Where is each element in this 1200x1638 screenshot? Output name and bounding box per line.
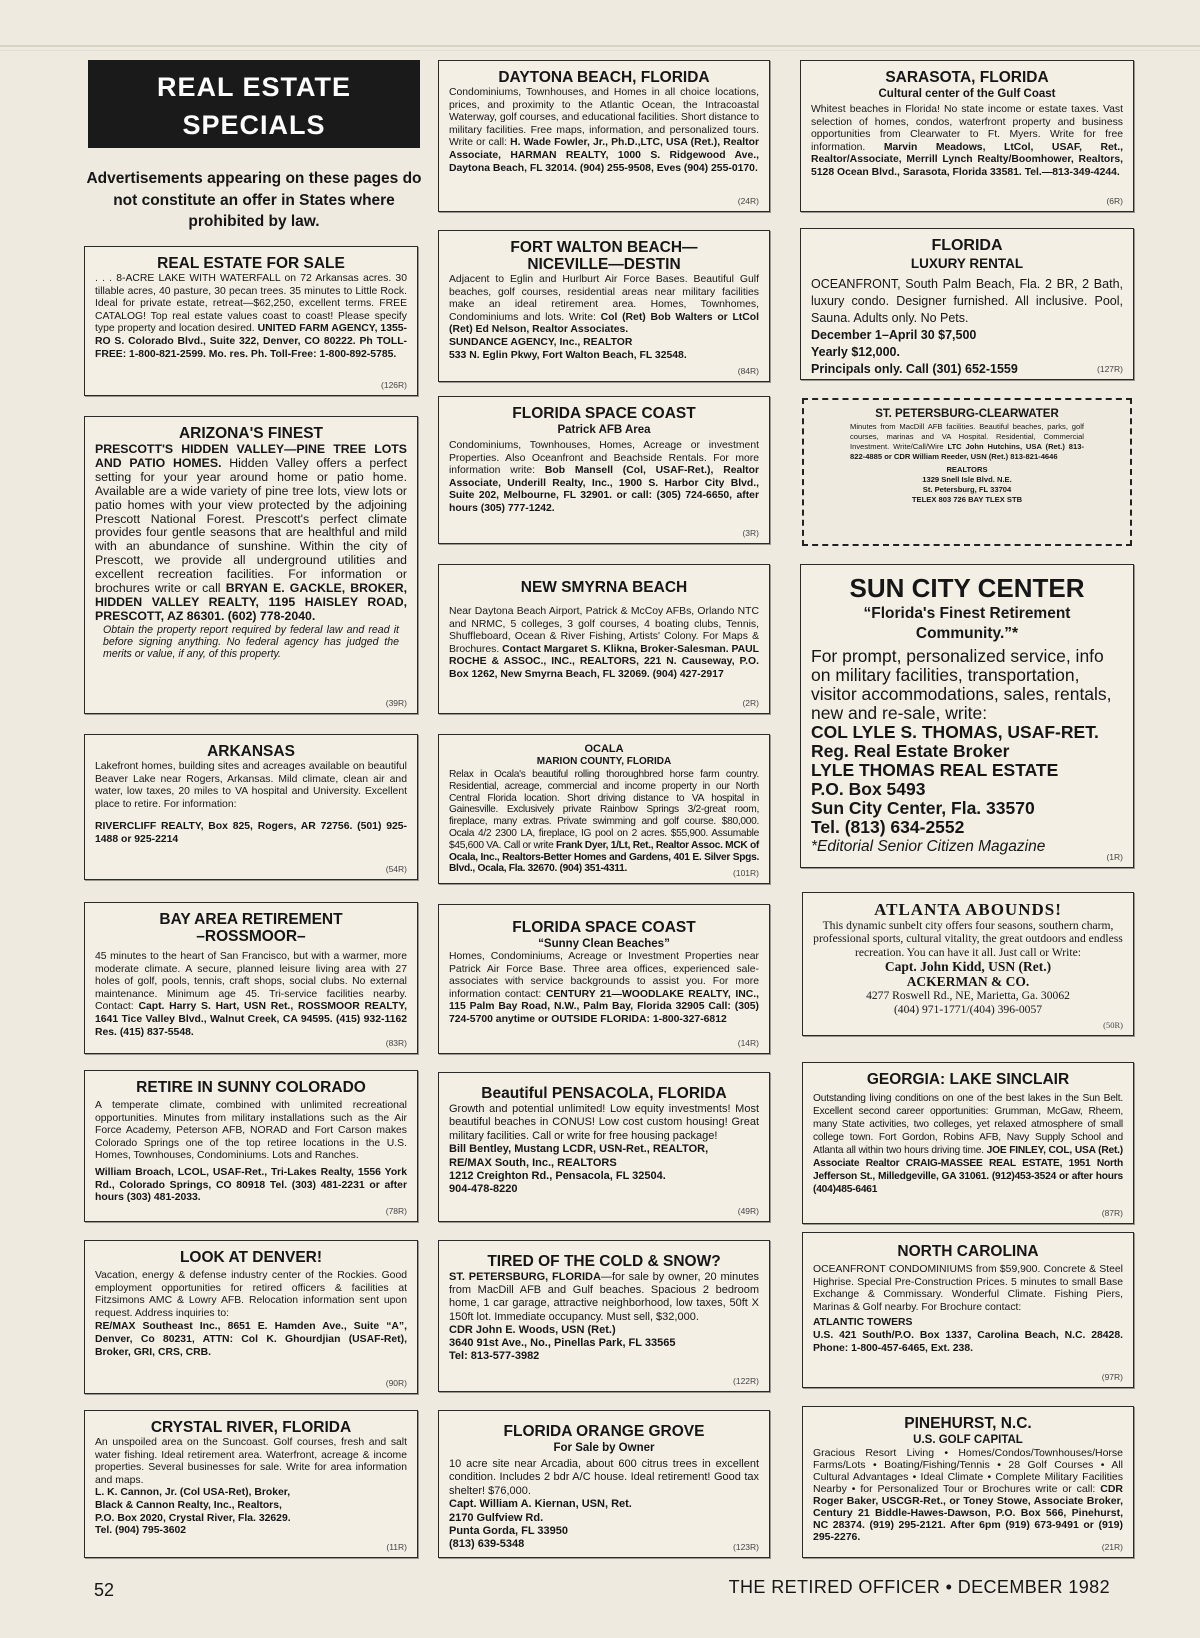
ad-contact: CENTURY 21—WOODLAKE REALTY, INC., 115 Palm Bay Road, N.W., Palm Bay, Florida 32905 Call: (305) 724-5700 anytime or OUTSIDE FLORIDA: 1-800-327-6812 — [449, 988, 760, 1025]
ad-text: Growth and potential unlimited! Low equity investments! Most beautiful beaches in CONUS! Low cost custom housing! Great military facilities. Call or write for free housing package! — [449, 1103, 759, 1142]
ad-body — [95, 1437, 407, 1538]
ad-text: Gracious Resort Living • Homes/Condos/Townhouses/Horse Farms/Lots • Boating/Fishing/Tennis • 28 Golf Courses • All Cultural Advantages • Ideal Climate • Complete Military Facilities Nearby • for Personalized Tour or Brochures write or call: — [813, 1447, 1123, 1495]
ad-title: BAY AREA RETIREMENT –ROSSMOOR– — [159, 911, 343, 945]
ad-code: (24R) — [737, 196, 759, 206]
ad-contact: RE/MAX Southeast Inc., 8651 E. Hamden Ave., Suite “A”, Denver, Co 80231, ATTN: Col K. Ghourdjian (USAF-Ret), Broker, GRI, CRS, CRB. — [95, 1321, 407, 1358]
ad-title: SUN CITY CENTER — [849, 573, 1085, 603]
ad-text: For prompt, personalized service, info on military facilities, transportation, visitor accommodations, sales, rentals, new and re-sale, write: — [811, 646, 1112, 723]
ad-beautiful-pensacola — [438, 1072, 770, 1222]
ad-code: (83R) — [385, 1038, 407, 1048]
ad-text: A temperate climate, combined with unlimited recreational opportunities. Minutes from military installations such as the Air Force Academy, Peterson AFB, NORAD and Fort Carson makes Colorado Springs one of the top retiree locations in the U.S. Homes, Townhouses, Condominiums. Lots and Ranches. — [95, 1100, 407, 1162]
ad-title: ARKANSAS — [207, 743, 295, 760]
ad-footnote: *Editorial Senior Citizen Magazine — [811, 838, 1046, 855]
ad-code: (21R) — [1101, 1542, 1123, 1552]
ad-text: Condominiums, Townhouses, and Homes in all choice locations, prices, and proximity to the Atlantic Ocean, the Intracoastal Waterway, golf courses, and educational facilities. Short distance to military facilities. Free maps, information, and personalized tours. Write or call: — [449, 87, 759, 149]
ad-title: SARASOTA, FLORIDA — [885, 69, 1049, 86]
ad-real-estate-for-sale — [84, 246, 418, 396]
ad-contact: Col (Ret) Bob Walters or LtCol (Ret) Ed Nelson, Realtor Associates. — [449, 311, 759, 336]
ad-code: (39R) — [385, 698, 407, 708]
ad-body — [449, 769, 759, 875]
ad-code: (6R) — [1106, 196, 1123, 206]
ad-subtitle: MARION COUNTY, FLORIDA — [536, 756, 672, 767]
ad-text: Condominiums, Townhouses, Homes, Acreage or investment Properties. Also Oceanfront and Beachside Rentals. For more information write: — [449, 440, 759, 477]
ad-contact-line: U.S. 421 South/P.O. Box 1337, Carolina Beach, N.C. 28428. Phone: 1-800-457-6465, Ext. 238. — [813, 1329, 1123, 1354]
ad-contact-line: L. K. Cannon, Jr. (Col USA-Ret), Broker, — [95, 1487, 291, 1499]
ad-contact: UNITED FARM AGENCY, 1355-RO S. Colorado Blvd., Suite 322, Denver, CO 80222. Ph TOLL-FREE: 1-800-821-2599. Mo. res. Ph. Toll-Free: 1-800-892-5785. — [95, 323, 407, 360]
ad-contact-line: RE/MAX South, Inc., REALTORS — [449, 1156, 617, 1169]
ad-contact: H. Wade Fowler, Jr., Ph.D.,LTC, USA (Ret.), Realtor Associate, HARMAN REALTY, 1000 S. Ridgewood Ave., Daytona Beach, FL 32014. (904) 255-9508, Eves (904) 255-0170. — [449, 137, 759, 174]
ad-contact-line: 904-478-8220 — [449, 1183, 518, 1196]
ad-body — [95, 1100, 407, 1205]
ad-contact-line: Punta Gorda, FL 33950 — [449, 1525, 569, 1538]
ad-atlanta-abounds — [802, 892, 1134, 1036]
ad-subtitle: U.S. GOLF CAPITAL — [913, 1434, 1023, 1446]
ad-body — [449, 440, 759, 516]
ad-code: (84R) — [737, 366, 759, 376]
ad-retire-in-sunny-colorado — [84, 1070, 418, 1222]
ad-title: FORT WALTON BEACH— NICEVILLE—DESTIN — [510, 239, 698, 273]
ad-code: (54R) — [385, 864, 407, 874]
ad-title: PINEHURST, N.C. — [904, 1415, 1032, 1432]
ad-contact-line: 4277 Roswell Rd., NE, Marietta, Ga. 30062 — [866, 989, 1070, 1003]
ad-pinehurst — [802, 1406, 1134, 1558]
ad-contact-line: LYLE THOMAS REAL ESTATE — [811, 760, 1059, 780]
ad-contact-name: Capt. John Kidd, USN (Ret.) — [884, 959, 1052, 975]
ad-tired-of-the-cold — [438, 1240, 770, 1392]
ad-lead: ST. PETERSBURG, FLORIDA — [449, 1271, 601, 1283]
ad-code: (14R) — [737, 1038, 759, 1048]
ad-contact-line: Tel. (813) 634-2552 — [811, 817, 965, 837]
section-title-line1: REAL ESTATE — [156, 72, 351, 102]
ad-code: (78R) — [385, 1206, 407, 1216]
ad-code: (3R) — [742, 528, 759, 538]
ad-title: FLORIDA SPACE COAST — [512, 405, 696, 422]
ad-legal-note: Obtain the property report required by federal law and read it before signing anything. No federal agency has judged the merits or value, if any, of this property. — [103, 623, 399, 660]
ad-body — [813, 919, 1123, 1016]
ad-title: GEORGIA: LAKE SINCLAIR — [866, 1071, 1070, 1088]
ad-price-yearly: Yearly $12,000. — [811, 345, 900, 359]
ad-price-winter: December 1–April 30 $7,500 — [811, 328, 977, 342]
ad-contact: JOE FINLEY, COL, USA (Ret.) Associate Realtor CRAIG-MASSEE REAL ESTATE, 1951 North Jefferson St., Milledgeville, GA 31061. (912)453-3524 or after hours (404)485-6461 — [813, 1145, 1123, 1195]
ad-body — [95, 273, 407, 361]
ad-arizonas-finest — [84, 416, 418, 714]
ad-code: (101R) — [733, 868, 759, 878]
ad-contact: Marvin Meadows, LtCol, USAF, Ret., Realtor/Associate, Merrill Lynch Realty/Boomhower, Realtors, 5128 Ocean Blvd., Sarasota, Florida 33581. Tel.—813-349-4244. — [811, 141, 1123, 178]
ad-body — [449, 274, 759, 362]
ad-text: This dynamic sunbelt city offers four seasons, southern charm, professional sports, cultural vitality, the great outdoors and endless recreation. You can have it all. Just call or Write: — [813, 919, 1123, 959]
ad-text: Near Daytona Beach Airport, Patrick & McCoy AFBs, Orlando NTC and NRMC, 5 colleges, 3 golf courses, 4 boating clubs, Tennis, Shuffleboard, Ocean & River Fishing, Artists' Colony. For Maps & Brochures. — [449, 606, 759, 655]
ad-text: An unspoiled area on the Suncoast. Golf courses, fresh and salt water fishing. Ideal retirement area. Waterfront, acreage & income properties. Several businesses for sale. Write for area information and maps. — [95, 1437, 407, 1486]
ad-contact-line: St. Petersburg, FL 33704 — [922, 485, 1012, 494]
ad-text: 10 acre site near Arcadia, about 600 citrus trees in excellent condition. Includes 2 bdr A/C house. Ideal retirement! Good tax shelter! $76,000. — [449, 1458, 759, 1497]
ad-body — [449, 1271, 759, 1363]
ad-body — [813, 1447, 1123, 1543]
ad-text: Lakefront homes, building sites and acreages available on beautiful Beaver Lake near Rogers, Arkansas. Mild climate, clean air and water, low taxes, 20 miles to VA hospital and University. Excellent place to retire. For information: — [95, 761, 407, 810]
ad-title: OCALA — [584, 743, 624, 755]
ad-st-petersburg-clearwater — [802, 398, 1132, 546]
ad-text: . . . 8-ACRE LAKE WITH WATERFALL on 72 Arkansas acres. 30 tillable acres, 40 pasture, 30 pecan trees. 35 minutes to Little Rock. Ideal for private estate, retreat—$62,250, excellent terms. FREE CATALOG! Top real estate values coast to coast! Please specify type property and location desired. — [95, 273, 407, 335]
ad-contact-line: COL LYLE S. THOMAS, USAF-RET. — [811, 722, 1099, 742]
ad-contact-line: SUNDANCE AGENCY, Inc., REALTOR — [449, 336, 633, 348]
ad-body — [814, 422, 1120, 505]
ad-contact-line: P.O. Box 5493 — [811, 779, 926, 799]
ad-text: Outstanding living conditions on one of the best lakes in the Sun Belt. Excellent second career opportunities: Grumman, McGaw, Rheem, many State activities, two colleges, yet relaxed atmosphere of small college town. Fort Gordon, Robins AFB, Navy Supply School and Atlanta all within two hours driving time. — [813, 1093, 1123, 1156]
ad-title: Beautiful PENSACOLA, FLORIDA — [481, 1085, 727, 1102]
ad-contact-line: ATLANTIC TOWERS — [813, 1317, 913, 1329]
ad-title: RETIRE IN SUNNY COLORADO — [136, 1079, 366, 1096]
ad-daytona-beach — [438, 60, 770, 212]
ad-subtitle: Patrick AFB Area — [557, 424, 651, 436]
ad-contact-line: 2170 Gulfview Rd. — [449, 1511, 544, 1524]
ad-contact-line: CDR John E. Woods, USN (Ret.) — [449, 1323, 616, 1336]
ad-contact-line: Sun City Center, Fla. 33570 — [811, 798, 1035, 818]
ad-subtitle: Cultural center of the Gulf Coast — [878, 88, 1056, 100]
ad-text: Vacation, energy & defense industry center of the Rockies. Good employment opportunities for retired officers & facilities at Fitzsimons AMC & Lowry AFB. Relocation information sent upon request. Address inquiries to: — [95, 1270, 407, 1319]
ad-contact-line: P.O. Box 2020, Crystal River, Fla. 32629. — [95, 1512, 291, 1524]
ad-body — [449, 606, 759, 682]
ad-subtitle: “Florida's Finest Retirement Community.”* — [863, 605, 1071, 642]
section-title-line2: SPECIALS — [182, 110, 326, 140]
ad-contact: Capt. Harry S. Hart, USN Ret., ROSSMOOR REALTY, 1641 Tice Valley Blvd., Walnut Creek, CA 94595. (415) 932-1162 Res. (415) 837-5548. — [95, 1001, 407, 1038]
ad-code: (123R) — [733, 1542, 759, 1552]
ad-body — [811, 647, 1123, 857]
ad-body — [813, 1264, 1123, 1355]
ad-look-at-denver — [84, 1240, 418, 1394]
ad-contact-line: Black & Cannon Realty, Inc., Realtors, — [95, 1499, 282, 1511]
ad-title: ARIZONA'S FINEST — [178, 425, 324, 442]
ad-text: Whitest beaches in Florida! No state income or estate taxes. Vast selection of homes, condos, waterfront property and business opportunities from Clearwater to Ft. Myers. Write for free information. — [811, 104, 1123, 153]
ad-contact-line: 3640 91st Ave., No., Pinellas Park, FL 33565 — [449, 1337, 676, 1350]
ad-body — [811, 276, 1123, 378]
ad-body — [95, 951, 407, 1039]
ad-contact-line: Tel. (904) 795-3602 — [95, 1525, 187, 1537]
ad-sun-city-center — [800, 564, 1134, 868]
ad-subtitle: For Sale by Owner — [553, 1442, 655, 1454]
ad-georgia-lake-sinclair — [802, 1062, 1134, 1224]
ad-title: LOOK AT DENVER! — [179, 1249, 323, 1266]
ad-contact: William Broach, LCOL, USAF-Ret., Tri-Lakes Realty, 1556 York Rd., Colorado Springs, CO 80918 Tel. (303) 481-2231 or after hours (303) 481-2033. — [95, 1166, 407, 1204]
ad-title: DAYTONA BEACH, FLORIDA — [498, 69, 710, 86]
ad-code: (122R) — [733, 1376, 759, 1386]
ad-contact-line: TELEX 803 726 BAY TLEX STB — [911, 495, 1023, 504]
ad-body — [449, 951, 759, 1027]
ad-body — [449, 87, 759, 175]
ad-code: (97R) — [1101, 1372, 1123, 1382]
ad-title: FLORIDA — [931, 237, 1003, 254]
ad-title: ST. PETERSBURG-CLEARWATER — [875, 408, 1059, 420]
ad-contact-line: 1212 Creighton Rd., Pensacola, FL 32504. — [449, 1170, 666, 1183]
ad-body — [449, 1458, 759, 1552]
ad-text: OCEANFRONT, South Palm Beach, Fla. 2 BR, 2 Bath, luxury condo. Designer furnished. All inclusive. Pool, Sauna. Adults only. No Pets. — [811, 277, 1123, 325]
ad-title: ATLANTA ABOUNDS! — [874, 900, 1062, 919]
ad-code: (90R) — [385, 1378, 407, 1388]
ad-florida-luxury-rental — [800, 228, 1134, 380]
ad-contact-line: 533 N. Eglin Pkwy, Fort Walton Beach, FL 32548. — [449, 349, 687, 361]
ad-code: (11R) — [386, 1542, 407, 1552]
ad-contact-line: (404) 971-1771/(404) 396-0057 — [893, 1002, 1043, 1016]
ad-body — [95, 443, 407, 660]
ad-text: —for sale by owner, 20 minutes from MacDill AFB and Gulf beaches. Spacious 2 bedroom home, 1 car garage, attractive neighborhood, low taxes, 50ft X 150ft lot. Immediate occupancy. Must sell, $32,000. — [449, 1271, 759, 1323]
ad-fort-walton-beach — [438, 230, 770, 382]
ad-text: Homes, Condominiums, Acreage or Investment Properties near Patrick Air Force Base. Three area offices, experienced sale-associates with service backgrounds to assist you. For more information contact: — [449, 951, 759, 1000]
ad-contact-line: (813) 639-5348 — [449, 1538, 525, 1551]
ad-lead: PRESCOTT'S HIDDEN VALLEY—PINE TREE LOTS AND PATIO HOMES. — [95, 442, 407, 470]
ad-text: 45 minutes to the heart of San Francisco, but with a warmer, more moderate climate. A secure, planned leisure living area with 27 holes of golf, pools, tennis, craft shops, social clubs. No external maintenance. Minimum age 45. Tri-service facilities nearby. Contact: — [95, 951, 407, 1013]
ad-florida-orange-grove — [438, 1410, 770, 1558]
ad-code: (126R) — [381, 380, 407, 390]
ad-contact-line: Bill Bentley, Mustang LCDR, USN-Ret., REALTOR, — [449, 1143, 709, 1156]
ad-code: (1R) — [1106, 852, 1123, 862]
ad-contact: BRYAN E. GACKLE, BROKER, HIDDEN VALLEY REALTY, 1195 HAISLEY ROAD, PRESCOTT, AZ 86301. (602) 778-2040. — [95, 581, 407, 623]
ad-contact: LTC John Hutchins, USA (Ret.) 813-822-4885 or CDR William Reeder, USN (Ret.) 813-821-4646 — [850, 442, 1084, 461]
ad-north-carolina — [802, 1232, 1134, 1388]
ad-code: (127R) — [1097, 364, 1123, 374]
ad-bay-area-retirement — [84, 902, 418, 1054]
ad-text: OCEANFRONT CONDOMINIUMS from $59,900. Concrete & Steel Highrise. Special Pre-Construction Prices. 5 minutes to small Base Exchange & Commissary. Wonderful Climate. Fishing Piers, Marinas & Golf nearby. For Brochure contact: — [813, 1264, 1123, 1313]
ad-body — [811, 104, 1123, 180]
ad-text: Hidden Valley offers a perfect setting for your year around home or patio home. Available are a wide variety of pine tree lots, view lots or patio homes with your view protected by the adjoining Prescott National Forest. Prescott's perfect climate provides four gentle seasons that are healthful and mild with an abundance of sunshine. Within the city of Prescott, we provide all underground utilities and excellent recreation facilities. For information or brochures write or call — [95, 455, 407, 596]
ad-florida-space-coast-sunny — [438, 904, 770, 1054]
ad-text: Relax in Ocala's beautiful rolling thoroughbred horse farm country. Residential, acreage, commercial and income property in our North Central Florida location. Short driving distance to VA hospital in Gainesville. Exclusively private Rainbow Springs 3/2-great room, fireplace, many extras. Private swimming and golf course. $80,000. Ocala 4/2 2300 LA, fireplace, IG pool on 2 acres. $55,900. Assumable $45,600 VA. Call or write — [449, 769, 759, 851]
top-rule-2 — [0, 50, 1200, 51]
ad-new-smyrna-beach — [438, 564, 770, 714]
ad-contact-firm: ACKERMAN & CO. — [906, 974, 1030, 990]
top-rule — [0, 45, 1200, 47]
ad-contact-line: Tel: 813-577-3982 — [449, 1350, 540, 1363]
ad-contact: Frank Dyer, 1/Lt, Ret., Realtor Assoc. MCK of Ocala, Inc., Realtors-Better Homes and Gardens, 401 E. Silver Spgs. Blvd., Ocala, Fla. 32670. (904) 351-4311. — [449, 839, 759, 875]
ad-contact-line: REALTORS — [946, 465, 988, 474]
ad-title: CRYSTAL RIVER, FLORIDA — [150, 1419, 352, 1436]
ad-florida-space-coast-patrick — [438, 396, 770, 544]
ad-body — [449, 1103, 759, 1197]
ad-title: REAL ESTATE FOR SALE — [157, 255, 345, 272]
ad-code: (87R) — [1101, 1208, 1123, 1218]
ad-body — [813, 1092, 1123, 1196]
ad-code: (50R) — [1103, 1020, 1123, 1030]
ad-title: TIRED OF THE COLD & SNOW? — [487, 1253, 721, 1270]
ad-body — [95, 761, 407, 847]
ad-contact: RIVERCLIFF REALTY, Box 825, Rogers, AR 72756. (501) 925-1488 or 925-2214 — [95, 821, 407, 845]
ad-title: FLORIDA ORANGE GROVE — [503, 1423, 705, 1440]
ad-arkansas — [84, 734, 418, 880]
ad-title: NORTH CAROLINA — [897, 1243, 1039, 1260]
ad-text: Minutes from MacDill AFB facilities. Beautiful beaches, parks, golf courses, marinas and VA Hospital. Residential, Commercial Investment. Write/Call/Wire — [850, 422, 1084, 451]
ad-code: (49R) — [737, 1206, 759, 1216]
ad-title: FLORIDA SPACE COAST — [512, 919, 696, 936]
ad-contact-line: 1329 Snell Isle Blvd. N.E. — [922, 475, 1012, 484]
ad-title: NEW SMYRNA BEACH — [520, 579, 688, 596]
section-header — [88, 60, 420, 148]
ad-text: Adjacent to Eglin and Hurlburt Air Force Bases. Beautiful Gulf beaches, golf courses, residential areas near military facilities make an ideal retirement area. Homes, Townhomes, Condominiums and lots. Write: — [449, 274, 759, 323]
ad-subtitle: “Sunny Clean Beaches” — [538, 938, 670, 950]
page-number: 52 — [94, 1580, 115, 1600]
ad-body — [95, 1270, 407, 1359]
ad-contact: CDR Roger Baker, USCGR-Ret., or Toney Stowe, Associate Broker, Century 21 Biddle-Hawes-Dawson, P.O. Box 566, Pinehurst, NC 28374. (919) 295-2121. After 6pm (919) 673-9491 or (919) 295-2276. — [813, 1483, 1123, 1543]
ad-code: (2R) — [742, 698, 759, 708]
ad-subtitle: LUXURY RENTAL — [910, 256, 1024, 271]
ad-contact: Contact Margaret S. Klikna, Broker-Salesman. PAUL ROCHE & ASSOC., INC., REALTORS, 221 N. Causeway, P.O. Box 1262, New Smyrna Beach, FL 32069. (904) 427-2917 — [449, 643, 759, 680]
ad-crystal-river — [84, 1410, 418, 1558]
magazine-footer: THE RETIRED OFFICER • DECEMBER 1982 — [728, 1577, 1110, 1597]
ad-contact-line: Reg. Real Estate Broker — [811, 741, 1010, 761]
legal-disclaimer: Advertisements appearing on these pages do not constitute an offer in States where prohibited by law. — [86, 170, 422, 230]
ad-contact-line: Principals only. Call (301) 652-1559 — [811, 362, 1018, 376]
ad-contact: Bob Mansell (Col, USAF-Ret.), Realtor Associate, Underill Realty, Inc., 1900 S. Harbor City Blvd., Suite 202, Melbourne, FL 32901. or call: (305) 724-6650, after hours (305) 777-1242. — [449, 465, 759, 514]
ad-contact-line: Capt. William A. Kiernan, USN, Ret. — [449, 1498, 632, 1511]
ad-sarasota — [800, 60, 1134, 212]
ad-ocala — [438, 734, 770, 884]
